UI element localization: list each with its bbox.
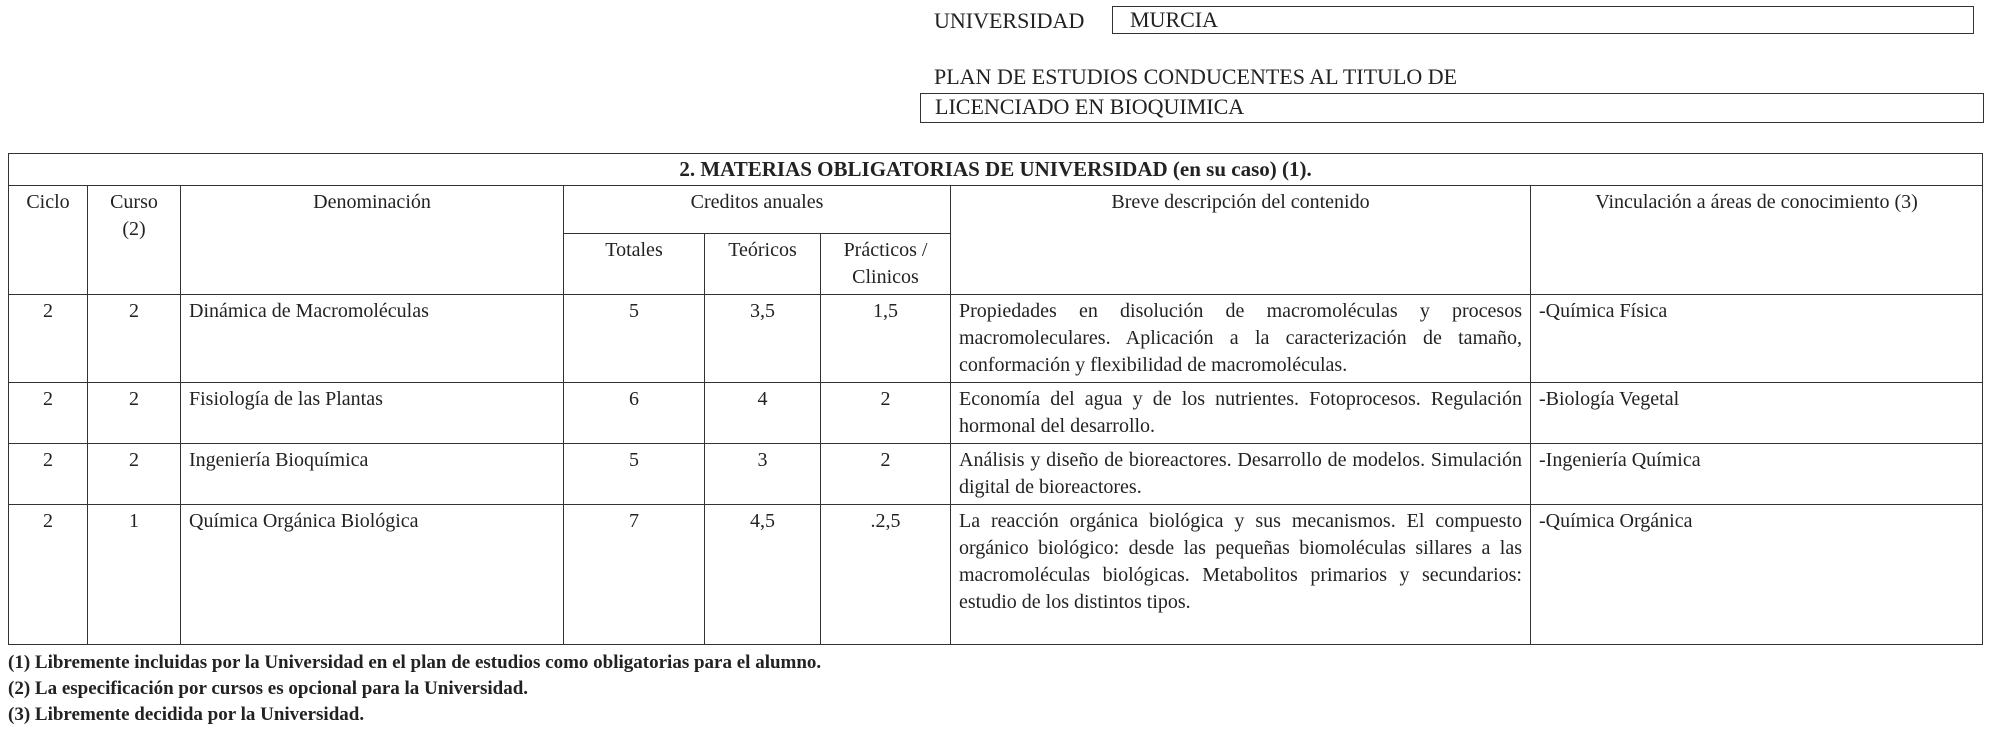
header-practicos-label: Prácticos /: [843, 239, 928, 261]
degree-field: LICENCIADO EN BIOQUIMICA: [920, 93, 1984, 123]
cell-descripcion: Economía del agua y de los nutrientes. Fotoprocesos. Regulación hormonal del desarrollo.: [951, 383, 1531, 444]
header-ciclo: Ciclo: [9, 186, 88, 295]
cell-vinculacion: -Ingeniería Química: [1531, 444, 1983, 505]
cell-curso: 2: [88, 383, 181, 444]
cell-teoricos: 4: [705, 383, 821, 444]
header-curso: [88, 186, 181, 295]
header-teoricos: Teóricos: [705, 234, 821, 295]
cell-curso: 2: [88, 444, 181, 505]
plan-label: PLAN DE ESTUDIOS CONDUCENTES AL TITULO DE: [934, 64, 1458, 89]
cell-denominacion: Dinámica de Macromoléculas: [181, 295, 564, 383]
header-practicos: [821, 234, 951, 295]
cell-descripcion: Propiedades en disolución de macromoléculas y procesos macromoleculares. Aplicación a la caracterización de tamaño, conformación y flexibilidad de macromoléculas.: [951, 295, 1531, 383]
cell-totales: 5: [564, 295, 705, 383]
cell-vinculacion: -Química Orgánica: [1531, 505, 1983, 645]
cell-practicos: 2: [821, 444, 951, 505]
header-denominacion: Denominación: [181, 186, 564, 295]
header-creditos: Creditos anuales: [564, 186, 951, 234]
cell-practicos: 2: [821, 383, 951, 444]
cell-denominacion: Ingeniería Bioquímica: [181, 444, 564, 505]
cell-descripcion: Análisis y diseño de bioreactores. Desarrollo de modelos. Simulación digital de bioreactores.: [951, 444, 1531, 505]
cell-practicos: .2,5: [821, 505, 951, 645]
table-title: 2. MATERIAS OBLIGATORIAS DE UNIVERSIDAD (en su caso) (1).: [9, 154, 1983, 186]
cell-curso: 2: [88, 295, 181, 383]
cell-teoricos: 3: [705, 444, 821, 505]
footnotes: [8, 650, 821, 728]
cell-vinculacion: -Biología Vegetal: [1531, 383, 1983, 444]
cell-teoricos: 4,5: [705, 505, 821, 645]
header-vinculacion: Vinculación a áreas de conocimiento (3): [1531, 186, 1983, 295]
cell-teoricos: 3,5: [705, 295, 821, 383]
cell-denominacion: Química Orgánica Biológica: [181, 505, 564, 645]
cell-descripcion: La reacción orgánica biológica y sus mecanismos. El compuesto orgánico biológico: desde las pequeñas biomoléculas sillares a las macromoléculas biológicas. Metabolitos primarios y secundarios: estudio de los distintos tipos.: [951, 505, 1531, 645]
footnote: (3) Libremente decidida por la Universidad.: [8, 704, 365, 725]
university-field: MURCIA: [1112, 6, 1974, 34]
cell-ciclo: 2: [9, 444, 88, 505]
cell-vinculacion: -Química Física: [1531, 295, 1983, 383]
subjects-table: [8, 153, 1983, 645]
header-curso-label: Curso: [110, 191, 158, 213]
cell-totales: 6: [564, 383, 705, 444]
header-descripcion: Breve descripción del contenido: [951, 186, 1531, 295]
table-row: [9, 444, 1983, 505]
header-totales: Totales: [564, 234, 705, 295]
cell-practicos: 1,5: [821, 295, 951, 383]
table-row: [9, 505, 1983, 645]
header-curso-note: (2): [122, 218, 146, 240]
cell-ciclo: 2: [9, 295, 88, 383]
table-row: [9, 295, 1983, 383]
table-row: [9, 383, 1983, 444]
university-label: UNIVERSIDAD: [934, 8, 1085, 33]
cell-ciclo: 2: [9, 383, 88, 444]
footnote: (2) La especificación por cursos es opcional para la Universidad.: [8, 678, 529, 699]
header-clinicos-label: Clinicos: [852, 266, 919, 288]
cell-totales: 7: [564, 505, 705, 645]
cell-ciclo: 2: [9, 505, 88, 645]
cell-denominacion: Fisiología de las Plantas: [181, 383, 564, 444]
cell-curso: 1: [88, 505, 181, 645]
cell-totales: 5: [564, 444, 705, 505]
footnote: (1) Libremente incluidas por la Universidad en el plan de estudios como obligatorias para el alumno.: [8, 652, 822, 673]
